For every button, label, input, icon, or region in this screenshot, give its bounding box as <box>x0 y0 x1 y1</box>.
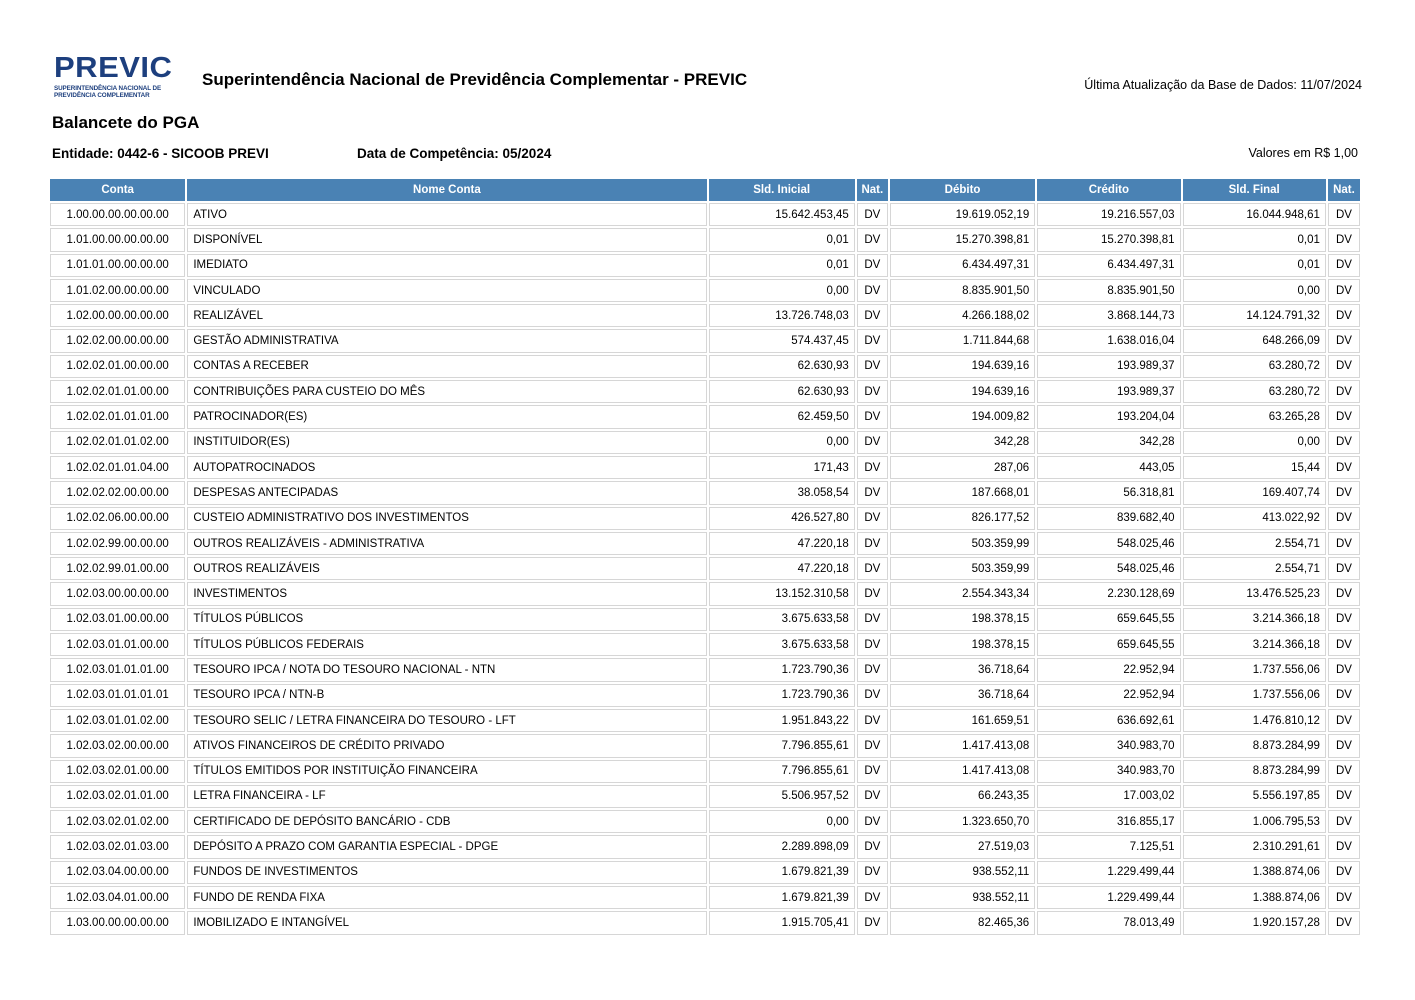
cell-debito: 503.359,99 <box>890 557 1035 580</box>
cell-nome-conta: DESPESAS ANTECIPADAS <box>187 481 706 504</box>
values-unit: Valores em R$ 1,00 <box>1248 146 1358 160</box>
cell-sld-final: 63.265,28 <box>1183 405 1326 428</box>
cell-conta: 1.02.02.02.00.00.00 <box>50 481 185 504</box>
table-row <box>50 861 1360 884</box>
table-body <box>50 203 1360 935</box>
cell-nat-inicial: DV <box>857 304 888 327</box>
table-row <box>50 684 1360 707</box>
cell-nome-conta: CUSTEIO ADMINISTRATIVO DOS INVESTIMENTOS <box>187 507 706 530</box>
cell-credito: 636.692,61 <box>1037 709 1180 732</box>
cell-sld-final: 13.476.525,23 <box>1183 582 1326 605</box>
cell-credito: 8.835.901,50 <box>1037 279 1180 302</box>
cell-nat-inicial: DV <box>857 329 888 352</box>
cell-nat-inicial: DV <box>857 709 888 732</box>
cell-nome-conta: TESOURO IPCA / NOTA DO TESOURO NACIONAL - NTN <box>187 658 706 681</box>
cell-sld-inicial: 7.796.855,61 <box>709 734 855 757</box>
cell-nome-conta: INVESTIMENTOS <box>187 582 706 605</box>
cell-nat-inicial: DV <box>857 456 888 479</box>
cell-nat-inicial: DV <box>857 254 888 277</box>
cell-sld-inicial: 13.152.310,58 <box>709 582 855 605</box>
cell-sld-inicial: 13.726.748,03 <box>709 304 855 327</box>
table-row <box>50 886 1360 909</box>
cell-nome-conta: CONTRIBUIÇÕES PARA CUSTEIO DO MÊS <box>187 380 706 403</box>
cell-nat-inicial: DV <box>857 507 888 530</box>
cell-sld-final: 63.280,72 <box>1183 380 1326 403</box>
cell-nat-final: DV <box>1328 835 1360 858</box>
cell-nat-inicial: DV <box>857 279 888 302</box>
cell-nat-final: DV <box>1328 456 1360 479</box>
cell-debito: 826.177,52 <box>890 507 1035 530</box>
report-meta <box>52 146 1358 164</box>
cell-conta: 1.02.03.01.01.00.00 <box>50 633 185 656</box>
cell-nome-conta: IMEDIATO <box>187 254 706 277</box>
cell-nat-final: DV <box>1328 911 1360 934</box>
table-row <box>50 709 1360 732</box>
cell-credito: 443,05 <box>1037 456 1180 479</box>
cell-nat-inicial: DV <box>857 734 888 757</box>
cell-nat-inicial: DV <box>857 355 888 378</box>
cell-nome-conta: TÍTULOS EMITIDOS POR INSTITUIÇÃO FINANCEIRA <box>187 760 706 783</box>
cell-sld-final: 0,00 <box>1183 431 1326 454</box>
cell-sld-final: 0,01 <box>1183 254 1326 277</box>
cell-sld-inicial: 1.915.705,41 <box>709 911 855 934</box>
cell-sld-inicial: 1.723.790,36 <box>709 684 855 707</box>
cell-sld-final: 1.737.556,06 <box>1183 684 1326 707</box>
cell-credito: 659.645,55 <box>1037 633 1180 656</box>
cell-debito: 194.639,16 <box>890 355 1035 378</box>
cell-sld-final: 3.214.366,18 <box>1183 633 1326 656</box>
logo-subtitle-line2: PREVIDÊNCIA COMPLEMENTAR <box>54 92 150 99</box>
cell-sld-final: 8.873.284,99 <box>1183 760 1326 783</box>
cell-debito: 1.417.413,08 <box>890 734 1035 757</box>
cell-conta: 1.02.02.01.01.01.00 <box>50 405 185 428</box>
cell-conta: 1.01.00.00.00.00.00 <box>50 228 185 251</box>
cell-nat-final: DV <box>1328 810 1360 833</box>
table-row <box>50 481 1360 504</box>
cell-sld-final: 413.022,92 <box>1183 507 1326 530</box>
cell-conta: 1.01.01.00.00.00.00 <box>50 254 185 277</box>
cell-nat-final: DV <box>1328 582 1360 605</box>
cell-conta: 1.02.02.01.01.02.00 <box>50 431 185 454</box>
cell-sld-final: 169.407,74 <box>1183 481 1326 504</box>
cell-nome-conta: OUTROS REALIZÁVEIS <box>187 557 706 580</box>
cell-nome-conta: IMOBILIZADO E INTANGÍVEL <box>187 911 706 934</box>
cell-nat-inicial: DV <box>857 760 888 783</box>
cell-nat-inicial: DV <box>857 608 888 631</box>
cell-nat-final: DV <box>1328 279 1360 302</box>
cell-conta: 1.01.02.00.00.00.00 <box>50 279 185 302</box>
cell-sld-inicial: 0,01 <box>709 254 855 277</box>
cell-debito: 503.359,99 <box>890 532 1035 555</box>
cell-sld-inicial: 15.642.453,45 <box>709 203 855 226</box>
cell-credito: 1.229.499,44 <box>1037 861 1180 884</box>
cell-nat-inicial: DV <box>857 582 888 605</box>
cell-nat-final: DV <box>1328 861 1360 884</box>
cell-sld-final: 648.266,09 <box>1183 329 1326 352</box>
table-row <box>50 456 1360 479</box>
cell-sld-inicial: 62.630,93 <box>709 380 855 403</box>
table-row <box>50 228 1360 251</box>
entity-label: Entidade: 0442-6 - SICOOB PREVI <box>52 146 269 161</box>
cell-debito: 36.718,64 <box>890 658 1035 681</box>
table-row <box>50 835 1360 858</box>
cell-sld-final: 1.388.874,06 <box>1183 886 1326 909</box>
cell-sld-final: 1.388.874,06 <box>1183 861 1326 884</box>
col-header-nat-final: Nat. <box>1328 179 1360 201</box>
cell-credito: 193.989,37 <box>1037 380 1180 403</box>
cell-credito: 7.125,51 <box>1037 835 1180 858</box>
col-header-sld-inicial: Sld. Inicial <box>709 179 855 201</box>
cell-sld-final: 2.554,71 <box>1183 532 1326 555</box>
table-row <box>50 582 1360 605</box>
cell-conta: 1.02.02.99.00.00.00 <box>50 532 185 555</box>
cell-nat-final: DV <box>1328 734 1360 757</box>
cell-debito: 1.711.844,68 <box>890 329 1035 352</box>
cell-sld-inicial: 62.630,93 <box>709 355 855 378</box>
cell-nat-inicial: DV <box>857 861 888 884</box>
cell-sld-final: 2.310.291,61 <box>1183 835 1326 858</box>
cell-conta: 1.02.02.00.00.00.00 <box>50 329 185 352</box>
cell-sld-inicial: 1.951.843,22 <box>709 709 855 732</box>
cell-nat-final: DV <box>1328 405 1360 428</box>
cell-conta: 1.03.00.00.00.00.00 <box>50 911 185 934</box>
cell-sld-final: 0,00 <box>1183 279 1326 302</box>
cell-nat-final: DV <box>1328 658 1360 681</box>
cell-debito: 1.323.650,70 <box>890 810 1035 833</box>
cell-sld-final: 0,01 <box>1183 228 1326 251</box>
cell-conta: 1.02.00.00.00.00.00 <box>50 304 185 327</box>
competence-date: Data de Competência: 05/2024 <box>357 146 552 161</box>
cell-nome-conta: DEPÓSITO A PRAZO COM GARANTIA ESPECIAL - DPGE <box>187 835 706 858</box>
cell-conta: 1.02.02.01.01.00.00 <box>50 380 185 403</box>
table-row <box>50 380 1360 403</box>
cell-debito: 194.639,16 <box>890 380 1035 403</box>
cell-nat-final: DV <box>1328 304 1360 327</box>
cell-sld-inicial: 1.723.790,36 <box>709 658 855 681</box>
cell-credito: 548.025,46 <box>1037 532 1180 555</box>
report-title: Balancete do PGA <box>52 113 200 132</box>
cell-conta: 1.02.02.99.01.00.00 <box>50 557 185 580</box>
cell-nome-conta: TÍTULOS PÚBLICOS FEDERAIS <box>187 633 706 656</box>
cell-debito: 4.266.188,02 <box>890 304 1035 327</box>
cell-debito: 938.552,11 <box>890 886 1035 909</box>
cell-nome-conta: REALIZÁVEL <box>187 304 706 327</box>
cell-nat-inicial: DV <box>857 203 888 226</box>
cell-nat-final: DV <box>1328 633 1360 656</box>
cell-credito: 316.855,17 <box>1037 810 1180 833</box>
table-row <box>50 810 1360 833</box>
cell-conta: 1.02.03.02.01.02.00 <box>50 810 185 833</box>
col-header-sld-final: Sld. Final <box>1183 179 1326 201</box>
cell-nat-inicial: DV <box>857 633 888 656</box>
cell-sld-final: 3.214.366,18 <box>1183 608 1326 631</box>
cell-nome-conta: AUTOPATROCINADOS <box>187 456 706 479</box>
cell-nat-inicial: DV <box>857 228 888 251</box>
col-header-debito: Débito <box>890 179 1035 201</box>
cell-credito: 3.868.144,73 <box>1037 304 1180 327</box>
logo-subtitle-line1: SUPERINTENDÊNCIA NACIONAL DE <box>54 85 162 92</box>
cell-debito: 187.668,01 <box>890 481 1035 504</box>
cell-nome-conta: ATIVOS FINANCEIROS DE CRÉDITO PRIVADO <box>187 734 706 757</box>
cell-conta: 1.00.00.00.00.00.00 <box>50 203 185 226</box>
cell-credito: 17.003,02 <box>1037 785 1180 808</box>
cell-sld-final: 8.873.284,99 <box>1183 734 1326 757</box>
cell-sld-inicial: 62.459,50 <box>709 405 855 428</box>
cell-nat-inicial: DV <box>857 911 888 934</box>
table-row <box>50 760 1360 783</box>
cell-nat-final: DV <box>1328 507 1360 530</box>
cell-credito: 193.204,04 <box>1037 405 1180 428</box>
table-row <box>50 279 1360 302</box>
cell-credito: 342,28 <box>1037 431 1180 454</box>
cell-debito: 6.434.497,31 <box>890 254 1035 277</box>
cell-nome-conta: VINCULADO <box>187 279 706 302</box>
cell-debito: 938.552,11 <box>890 861 1035 884</box>
cell-credito: 193.989,37 <box>1037 355 1180 378</box>
cell-sld-inicial: 574.437,45 <box>709 329 855 352</box>
cell-sld-inicial: 3.675.633,58 <box>709 633 855 656</box>
cell-nome-conta: CERTIFICADO DE DEPÓSITO BANCÁRIO - CDB <box>187 810 706 833</box>
cell-conta: 1.02.03.01.01.01.00 <box>50 658 185 681</box>
cell-sld-inicial: 0,00 <box>709 431 855 454</box>
cell-nat-inicial: DV <box>857 785 888 808</box>
balance-table <box>48 177 1362 937</box>
cell-sld-final: 2.554,71 <box>1183 557 1326 580</box>
table-row <box>50 658 1360 681</box>
cell-debito: 198.378,15 <box>890 608 1035 631</box>
cell-sld-inicial: 7.796.855,61 <box>709 760 855 783</box>
cell-sld-final: 14.124.791,32 <box>1183 304 1326 327</box>
cell-sld-inicial: 426.527,80 <box>709 507 855 530</box>
cell-nome-conta: INSTITUIDOR(ES) <box>187 431 706 454</box>
cell-debito: 198.378,15 <box>890 633 1035 656</box>
cell-conta: 1.02.03.00.00.00.00 <box>50 582 185 605</box>
cell-nat-inicial: DV <box>857 405 888 428</box>
cell-conta: 1.02.02.06.00.00.00 <box>50 507 185 530</box>
cell-sld-final: 16.044.948,61 <box>1183 203 1326 226</box>
cell-credito: 78.013,49 <box>1037 911 1180 934</box>
cell-nat-final: DV <box>1328 709 1360 732</box>
cell-credito: 340.983,70 <box>1037 734 1180 757</box>
cell-debito: 82.465,36 <box>890 911 1035 934</box>
cell-debito: 8.835.901,50 <box>890 279 1035 302</box>
cell-sld-inicial: 2.289.898,09 <box>709 835 855 858</box>
org-title: Superintendência Nacional de Previdência Complementar - PREVIC <box>202 70 748 89</box>
cell-sld-final: 1.737.556,06 <box>1183 658 1326 681</box>
page-header <box>52 51 1362 104</box>
cell-sld-final: 1.006.795,53 <box>1183 810 1326 833</box>
cell-nat-final: DV <box>1328 203 1360 226</box>
cell-nome-conta: ATIVO <box>187 203 706 226</box>
cell-credito: 15.270.398,81 <box>1037 228 1180 251</box>
table-row <box>50 557 1360 580</box>
table-row <box>50 608 1360 631</box>
table-row <box>50 254 1360 277</box>
cell-credito: 340.983,70 <box>1037 760 1180 783</box>
cell-sld-final: 1.920.157,28 <box>1183 911 1326 934</box>
cell-nome-conta: TESOURO IPCA / NTN-B <box>187 684 706 707</box>
cell-conta: 1.02.03.01.01.01.01 <box>50 684 185 707</box>
cell-nat-final: DV <box>1328 329 1360 352</box>
table-row <box>50 785 1360 808</box>
cell-debito: 161.659,51 <box>890 709 1035 732</box>
cell-debito: 194.009,82 <box>890 405 1035 428</box>
cell-sld-inicial: 171,43 <box>709 456 855 479</box>
cell-conta: 1.02.03.02.01.00.00 <box>50 760 185 783</box>
table-row <box>50 304 1360 327</box>
cell-sld-inicial: 47.220,18 <box>709 532 855 555</box>
cell-sld-inicial: 0,00 <box>709 279 855 302</box>
last-update-text: Última Atualização da Base de Dados: 11/07/2024 <box>1084 78 1362 92</box>
table-header-row <box>50 179 1360 201</box>
cell-nat-final: DV <box>1328 557 1360 580</box>
cell-conta: 1.02.03.01.00.00.00 <box>50 608 185 631</box>
cell-credito: 56.318,81 <box>1037 481 1180 504</box>
cell-credito: 2.230.128,69 <box>1037 582 1180 605</box>
col-header-conta: Conta <box>50 179 185 201</box>
cell-nome-conta: TÍTULOS PÚBLICOS <box>187 608 706 631</box>
cell-credito: 1.638.016,04 <box>1037 329 1180 352</box>
cell-sld-final: 5.556.197,85 <box>1183 785 1326 808</box>
table-row <box>50 911 1360 934</box>
cell-nat-final: DV <box>1328 431 1360 454</box>
col-header-nat-inicial: Nat. <box>857 179 888 201</box>
cell-debito: 342,28 <box>890 431 1035 454</box>
cell-sld-inicial: 47.220,18 <box>709 557 855 580</box>
cell-nat-final: DV <box>1328 532 1360 555</box>
cell-nome-conta: LETRA FINANCEIRA - LF <box>187 785 706 808</box>
cell-debito: 66.243,35 <box>890 785 1035 808</box>
cell-nat-final: DV <box>1328 684 1360 707</box>
cell-conta: 1.02.03.01.01.02.00 <box>50 709 185 732</box>
cell-credito: 548.025,46 <box>1037 557 1180 580</box>
cell-nat-final: DV <box>1328 608 1360 631</box>
cell-conta: 1.02.03.04.00.00.00 <box>50 861 185 884</box>
cell-sld-final: 63.280,72 <box>1183 355 1326 378</box>
cell-debito: 2.554.343,34 <box>890 582 1035 605</box>
table-row <box>50 532 1360 555</box>
cell-nat-final: DV <box>1328 254 1360 277</box>
cell-sld-inicial: 0,00 <box>709 810 855 833</box>
cell-debito: 15.270.398,81 <box>890 228 1035 251</box>
cell-nome-conta: PATROCINADOR(ES) <box>187 405 706 428</box>
cell-nome-conta: OUTROS REALIZÁVEIS - ADMINISTRATIVA <box>187 532 706 555</box>
cell-debito: 36.718,64 <box>890 684 1035 707</box>
previc-logo <box>52 51 192 102</box>
cell-debito: 27.519,03 <box>890 835 1035 858</box>
col-header-nome-conta: Nome Conta <box>187 179 706 201</box>
cell-nat-inicial: DV <box>857 557 888 580</box>
cell-nat-final: DV <box>1328 481 1360 504</box>
cell-conta: 1.02.02.01.01.04.00 <box>50 456 185 479</box>
cell-conta: 1.02.02.01.00.00.00 <box>50 355 185 378</box>
cell-sld-final: 1.476.810,12 <box>1183 709 1326 732</box>
cell-credito: 22.952,94 <box>1037 684 1180 707</box>
cell-nat-inicial: DV <box>857 431 888 454</box>
cell-nat-inicial: DV <box>857 532 888 555</box>
cell-nat-inicial: DV <box>857 658 888 681</box>
cell-sld-inicial: 38.058,54 <box>709 481 855 504</box>
table-row <box>50 405 1360 428</box>
cell-nat-final: DV <box>1328 760 1360 783</box>
table-row <box>50 203 1360 226</box>
cell-conta: 1.02.03.02.01.01.00 <box>50 785 185 808</box>
cell-credito: 1.229.499,44 <box>1037 886 1180 909</box>
cell-nome-conta: TESOURO SELIC / LETRA FINANCEIRA DO TESOURO - LFT <box>187 709 706 732</box>
cell-sld-inicial: 0,01 <box>709 228 855 251</box>
table-row <box>50 734 1360 757</box>
logo-wordmark: PREVIC <box>54 51 173 84</box>
cell-nat-inicial: DV <box>857 684 888 707</box>
cell-sld-final: 15,44 <box>1183 456 1326 479</box>
cell-nat-final: DV <box>1328 380 1360 403</box>
cell-credito: 22.952,94 <box>1037 658 1180 681</box>
cell-debito: 1.417.413,08 <box>890 760 1035 783</box>
cell-nat-inicial: DV <box>857 835 888 858</box>
cell-debito: 287,06 <box>890 456 1035 479</box>
table-row <box>50 355 1360 378</box>
cell-nat-final: DV <box>1328 228 1360 251</box>
table-row <box>50 633 1360 656</box>
cell-nome-conta: FUNDO DE RENDA FIXA <box>187 886 706 909</box>
cell-conta: 1.02.03.02.01.03.00 <box>50 835 185 858</box>
cell-nome-conta: GESTÃO ADMINISTRATIVA <box>187 329 706 352</box>
cell-nat-inicial: DV <box>857 481 888 504</box>
cell-debito: 19.619.052,19 <box>890 203 1035 226</box>
cell-credito: 659.645,55 <box>1037 608 1180 631</box>
cell-nat-inicial: DV <box>857 380 888 403</box>
cell-credito: 19.216.557,03 <box>1037 203 1180 226</box>
col-header-credito: Crédito <box>1037 179 1180 201</box>
table-row <box>50 329 1360 352</box>
cell-credito: 6.434.497,31 <box>1037 254 1180 277</box>
cell-conta: 1.02.03.02.00.00.00 <box>50 734 185 757</box>
cell-sld-inicial: 1.679.821,39 <box>709 861 855 884</box>
cell-nome-conta: FUNDOS DE INVESTIMENTOS <box>187 861 706 884</box>
cell-sld-inicial: 3.675.633,58 <box>709 608 855 631</box>
cell-nome-conta: CONTAS A RECEBER <box>187 355 706 378</box>
cell-conta: 1.02.03.04.01.00.00 <box>50 886 185 909</box>
cell-nat-inicial: DV <box>857 810 888 833</box>
cell-nat-final: DV <box>1328 785 1360 808</box>
cell-credito: 839.682,40 <box>1037 507 1180 530</box>
cell-nome-conta: DISPONÍVEL <box>187 228 706 251</box>
table-row <box>50 431 1360 454</box>
cell-nat-inicial: DV <box>857 886 888 909</box>
cell-sld-inicial: 5.506.957,52 <box>709 785 855 808</box>
table-row <box>50 507 1360 530</box>
cell-nat-final: DV <box>1328 355 1360 378</box>
cell-nat-final: DV <box>1328 886 1360 909</box>
cell-sld-inicial: 1.679.821,39 <box>709 886 855 909</box>
